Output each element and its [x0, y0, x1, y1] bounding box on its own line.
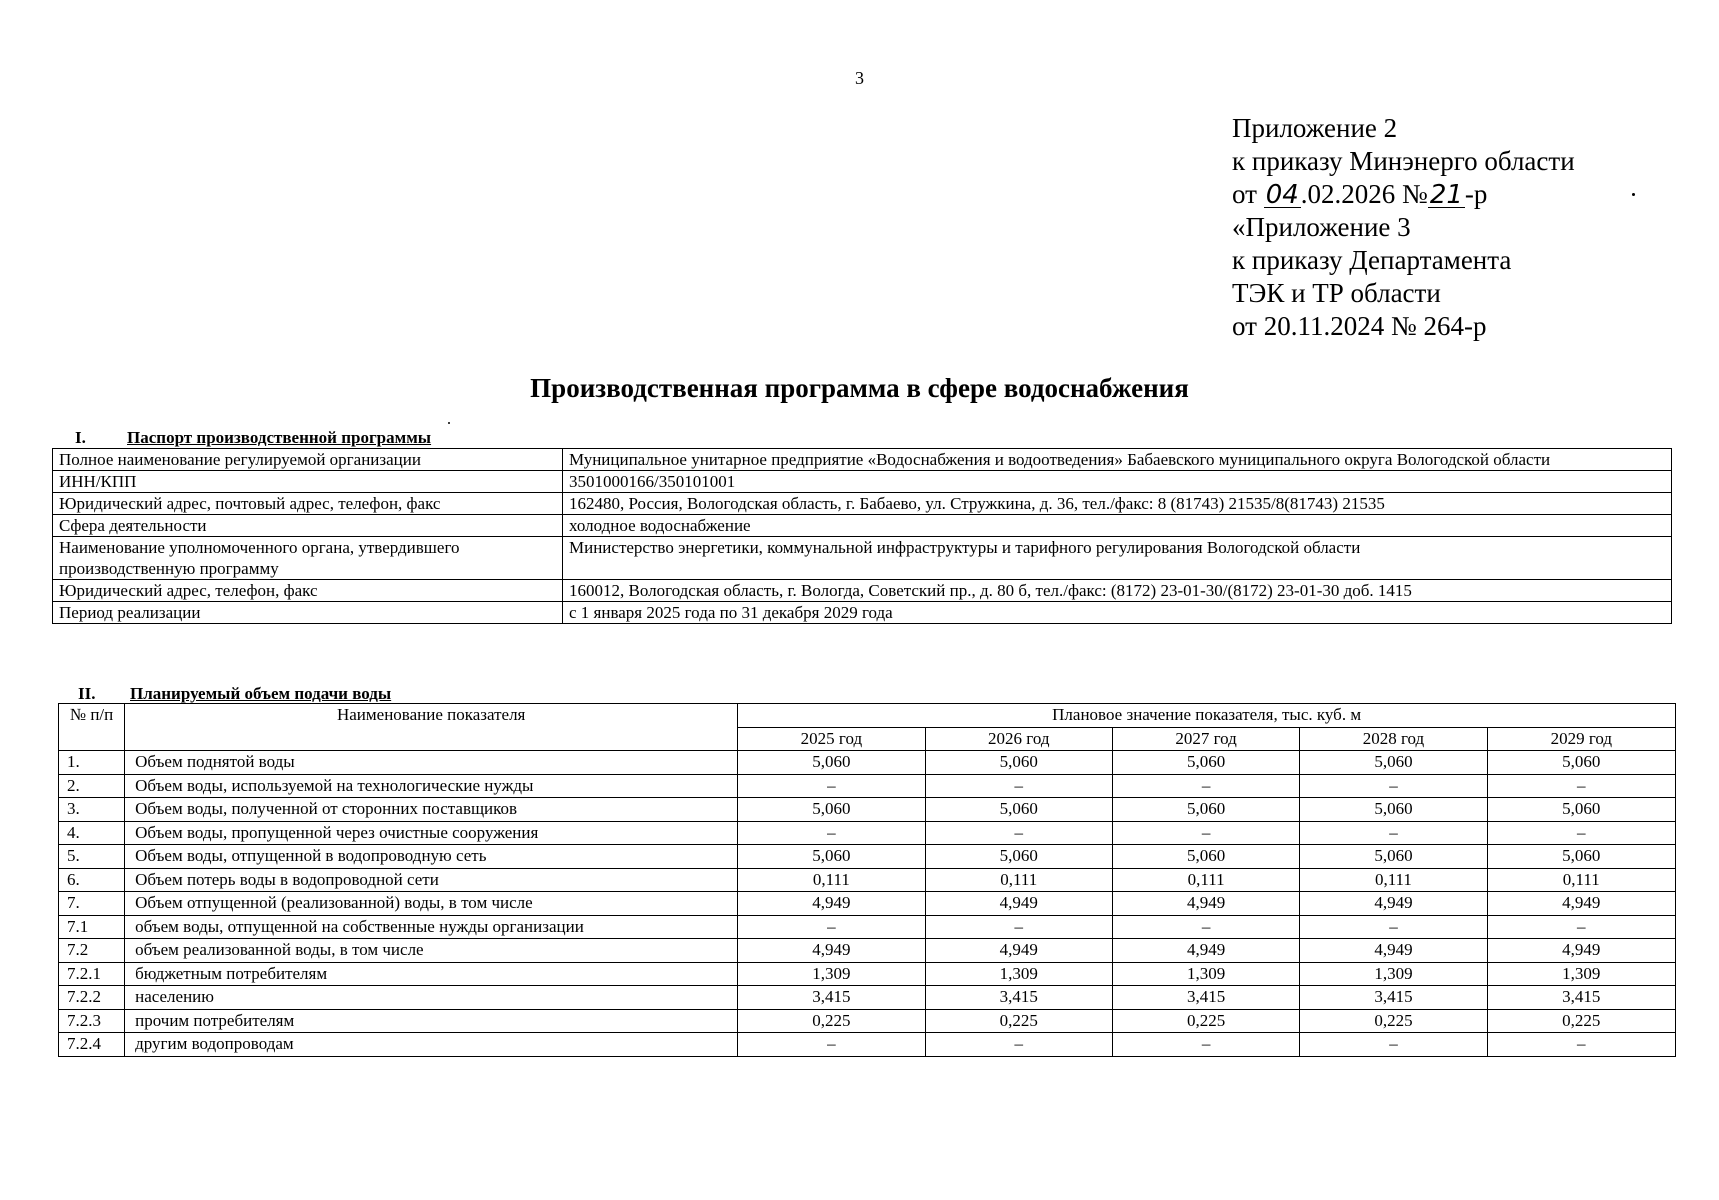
value-cell: 5,060	[925, 845, 1112, 869]
table-row	[59, 774, 1676, 798]
annex-date-prefix: от	[1232, 179, 1257, 209]
section-1-heading	[75, 428, 431, 448]
value-cell: 4,949	[925, 892, 1112, 916]
value-cell: 0,225	[925, 1009, 1112, 1033]
indicator-name: населению	[125, 986, 738, 1010]
annex-date-line	[1232, 178, 1575, 211]
value-cell: 5,060	[738, 845, 925, 869]
value-cell: 4,949	[1300, 939, 1487, 963]
passport-row	[53, 493, 1672, 515]
table-row	[59, 915, 1676, 939]
value-cell: 5,060	[1487, 798, 1675, 822]
value-cell: –	[925, 1033, 1112, 1057]
passport-value: 160012, Вологодская область, г. Вологда, Советский пр., д. 80 б, тел./факс: (8172) 23-01-30/(8172) 23-01-30 доб. 1415	[563, 580, 1672, 602]
passport-value: с 1 января 2025 года по 31 декабря 2029 года	[563, 602, 1672, 624]
value-cell: –	[1300, 915, 1487, 939]
table-row	[59, 892, 1676, 916]
value-cell: 0,111	[738, 868, 925, 892]
value-cell: –	[1112, 774, 1299, 798]
section-2-number: II.	[78, 684, 96, 703]
annex-line-2: к приказу Минэнерго области	[1232, 146, 1575, 176]
section-1-title: Паспорт производственной программы	[127, 428, 432, 447]
row-number: 7.2.3	[59, 1009, 125, 1033]
annex-date-rest: .02.2026 №	[1300, 179, 1428, 209]
value-cell: –	[1300, 774, 1487, 798]
value-cell: –	[1487, 1033, 1675, 1057]
row-number: 7.	[59, 892, 125, 916]
value-cell: –	[738, 774, 925, 798]
table-row	[59, 821, 1676, 845]
year-header: 2027 год	[1112, 727, 1299, 751]
value-cell: –	[1112, 1033, 1299, 1057]
row-number: 7.2	[59, 939, 125, 963]
row-number: 3.	[59, 798, 125, 822]
value-cell: 4,949	[925, 939, 1112, 963]
passport-label: Период реализации	[53, 602, 563, 624]
passport-label: Юридический адрес, телефон, факс	[53, 580, 563, 602]
table-row	[59, 1009, 1676, 1033]
value-cell: 0,225	[1300, 1009, 1487, 1033]
value-cell: –	[1112, 915, 1299, 939]
value-cell: 5,060	[925, 798, 1112, 822]
value-cell: 0,111	[925, 868, 1112, 892]
section-2-heading	[78, 684, 391, 704]
stray-dot	[1632, 193, 1635, 196]
value-cell: –	[738, 915, 925, 939]
value-cell: 4,949	[1300, 892, 1487, 916]
indicator-name: объем воды, отпущенной на собственные нужды организации	[125, 915, 738, 939]
row-number: 4.	[59, 821, 125, 845]
annex-line-4: «Приложение 3	[1232, 212, 1411, 242]
value-cell: 5,060	[1487, 751, 1675, 775]
row-number: 7.2.1	[59, 962, 125, 986]
table-row	[59, 798, 1676, 822]
indicator-name: Объем поднятой воды	[125, 751, 738, 775]
value-cell: 4,949	[1487, 939, 1675, 963]
value-cell: 0,111	[1112, 868, 1299, 892]
indicator-name: другим водопроводам	[125, 1033, 738, 1057]
handwritten-day: 04	[1265, 180, 1299, 210]
value-cell: 0,111	[1487, 868, 1675, 892]
value-cell: 5,060	[1112, 751, 1299, 775]
table-row	[59, 751, 1676, 775]
annex-line-7: от 20.11.2024 № 264-р	[1232, 311, 1487, 341]
value-cell: –	[738, 1033, 925, 1057]
value-cell: 4,949	[1112, 939, 1299, 963]
year-header: 2029 год	[1487, 727, 1675, 751]
value-cell: 1,309	[1112, 962, 1299, 986]
value-cell: 5,060	[738, 751, 925, 775]
indicator-name: прочим потребителям	[125, 1009, 738, 1033]
value-cell: 4,949	[738, 939, 925, 963]
value-cell: 3,415	[738, 986, 925, 1010]
passport-row	[53, 471, 1672, 493]
passport-value: Муниципальное унитарное предприятие «Водоснабжения и водоотведения» Бабаевского муниципального округа Вологодской области	[563, 449, 1672, 471]
value-cell: –	[1300, 821, 1487, 845]
annex-block	[1232, 112, 1575, 343]
passport-label: Полное наименование регулируемой организации	[53, 449, 563, 471]
value-cell: 5,060	[1112, 798, 1299, 822]
value-cell: 3,415	[1300, 986, 1487, 1010]
passport-value: холодное водоснабжение	[563, 515, 1672, 537]
section-2-title: Планируемый объем подачи воды	[130, 684, 392, 703]
value-cell: –	[1487, 774, 1675, 798]
value-cell: 1,309	[1487, 962, 1675, 986]
value-cell: –	[925, 821, 1112, 845]
value-cell: –	[925, 774, 1112, 798]
value-cell: 3,415	[1487, 986, 1675, 1010]
value-cell: –	[1487, 915, 1675, 939]
passport-label: Наименование уполномоченного органа, утвердившего производственную программу	[53, 537, 563, 580]
row-number: 7.2.4	[59, 1033, 125, 1057]
annex-line-5: к приказу Департамента	[1232, 245, 1512, 275]
value-cell: 4,949	[738, 892, 925, 916]
value-cell: 5,060	[1112, 845, 1299, 869]
row-number: 7.1	[59, 915, 125, 939]
value-cell: –	[1487, 821, 1675, 845]
passport-value: Министерство энергетики, коммунальной инфраструктуры и тарифного регулирования Вологодской области	[563, 537, 1672, 580]
year-header: 2025 год	[738, 727, 925, 751]
value-cell: 1,309	[738, 962, 925, 986]
section-1-number: I.	[75, 428, 86, 447]
indicator-name: Объем потерь воды в водопроводной сети	[125, 868, 738, 892]
handwritten-order-number: 21	[1429, 180, 1463, 210]
value-cell: –	[1112, 821, 1299, 845]
value-cell: 0,225	[1487, 1009, 1675, 1033]
col-group-header: Плановое значение показателя, тыс. куб. м	[738, 704, 1676, 728]
passport-row	[53, 537, 1672, 580]
row-number: 7.2.2	[59, 986, 125, 1010]
water-volume-table	[58, 703, 1676, 1057]
passport-value: 3501000166/350101001	[563, 471, 1672, 493]
row-number: 1.	[59, 751, 125, 775]
document-title: Производственная программа в сфере водоснабжения	[530, 373, 1189, 403]
table-row	[59, 986, 1676, 1010]
annex-line-6: ТЭК и ТР области	[1232, 278, 1441, 308]
passport-label: Сфера деятельности	[53, 515, 563, 537]
year-header: 2028 год	[1300, 727, 1487, 751]
indicator-name: Объем воды, пропущенной через очистные сооружения	[125, 821, 738, 845]
row-number: 2.	[59, 774, 125, 798]
annex-order-suffix: -р	[1464, 179, 1488, 209]
passport-label: ИНН/КПП	[53, 471, 563, 493]
value-cell: –	[925, 915, 1112, 939]
col-name-header: Наименование показателя	[125, 704, 738, 751]
table-row	[59, 845, 1676, 869]
value-cell: 5,060	[1300, 845, 1487, 869]
value-cell: 0,111	[1300, 868, 1487, 892]
row-number: 6.	[59, 868, 125, 892]
table-row	[59, 939, 1676, 963]
value-cell: 4,949	[1112, 892, 1299, 916]
value-cell: 5,060	[1300, 798, 1487, 822]
value-cell: 0,225	[738, 1009, 925, 1033]
value-cell: –	[738, 821, 925, 845]
row-number: 5.	[59, 845, 125, 869]
indicator-name: Объем воды, полученной от сторонних поставщиков	[125, 798, 738, 822]
stray-dot	[448, 422, 450, 424]
passport-table	[52, 448, 1672, 624]
value-cell: –	[1300, 1033, 1487, 1057]
indicator-name: объем реализованной воды, в том числе	[125, 939, 738, 963]
value-cell: 5,060	[925, 751, 1112, 775]
indicator-name: Объем отпущенной (реализованной) воды, в том числе	[125, 892, 738, 916]
table-row	[59, 962, 1676, 986]
passport-row	[53, 515, 1672, 537]
value-cell: 5,060	[1300, 751, 1487, 775]
table-row	[59, 868, 1676, 892]
value-cell: 5,060	[738, 798, 925, 822]
value-cell: 4,949	[1487, 892, 1675, 916]
value-cell: 1,309	[925, 962, 1112, 986]
passport-label: Юридический адрес, почтовый адрес, телефон, факс	[53, 493, 563, 515]
passport-row	[53, 602, 1672, 624]
passport-row	[53, 449, 1672, 471]
indicator-name: Объем воды, отпущенной в водопроводную сеть	[125, 845, 738, 869]
table-row	[59, 1033, 1676, 1057]
annex-line-1: Приложение 2	[1232, 113, 1398, 143]
value-cell: 1,309	[1300, 962, 1487, 986]
page-number: 3	[855, 68, 864, 88]
passport-row	[53, 580, 1672, 602]
indicator-name: бюджетным потребителям	[125, 962, 738, 986]
passport-value: 162480, Россия, Вологодская область, г. Бабаево, ул. Стружкина, д. 36, тел./факс: 8 (81743) 21535/8(81743) 21535	[563, 493, 1672, 515]
value-cell: 3,415	[925, 986, 1112, 1010]
indicator-name: Объем воды, используемой на технологические нужды	[125, 774, 738, 798]
col-number-header: № п/п	[59, 704, 125, 751]
year-header: 2026 год	[925, 727, 1112, 751]
value-cell: 0,225	[1112, 1009, 1299, 1033]
value-cell: 5,060	[1487, 845, 1675, 869]
value-cell: 3,415	[1112, 986, 1299, 1010]
